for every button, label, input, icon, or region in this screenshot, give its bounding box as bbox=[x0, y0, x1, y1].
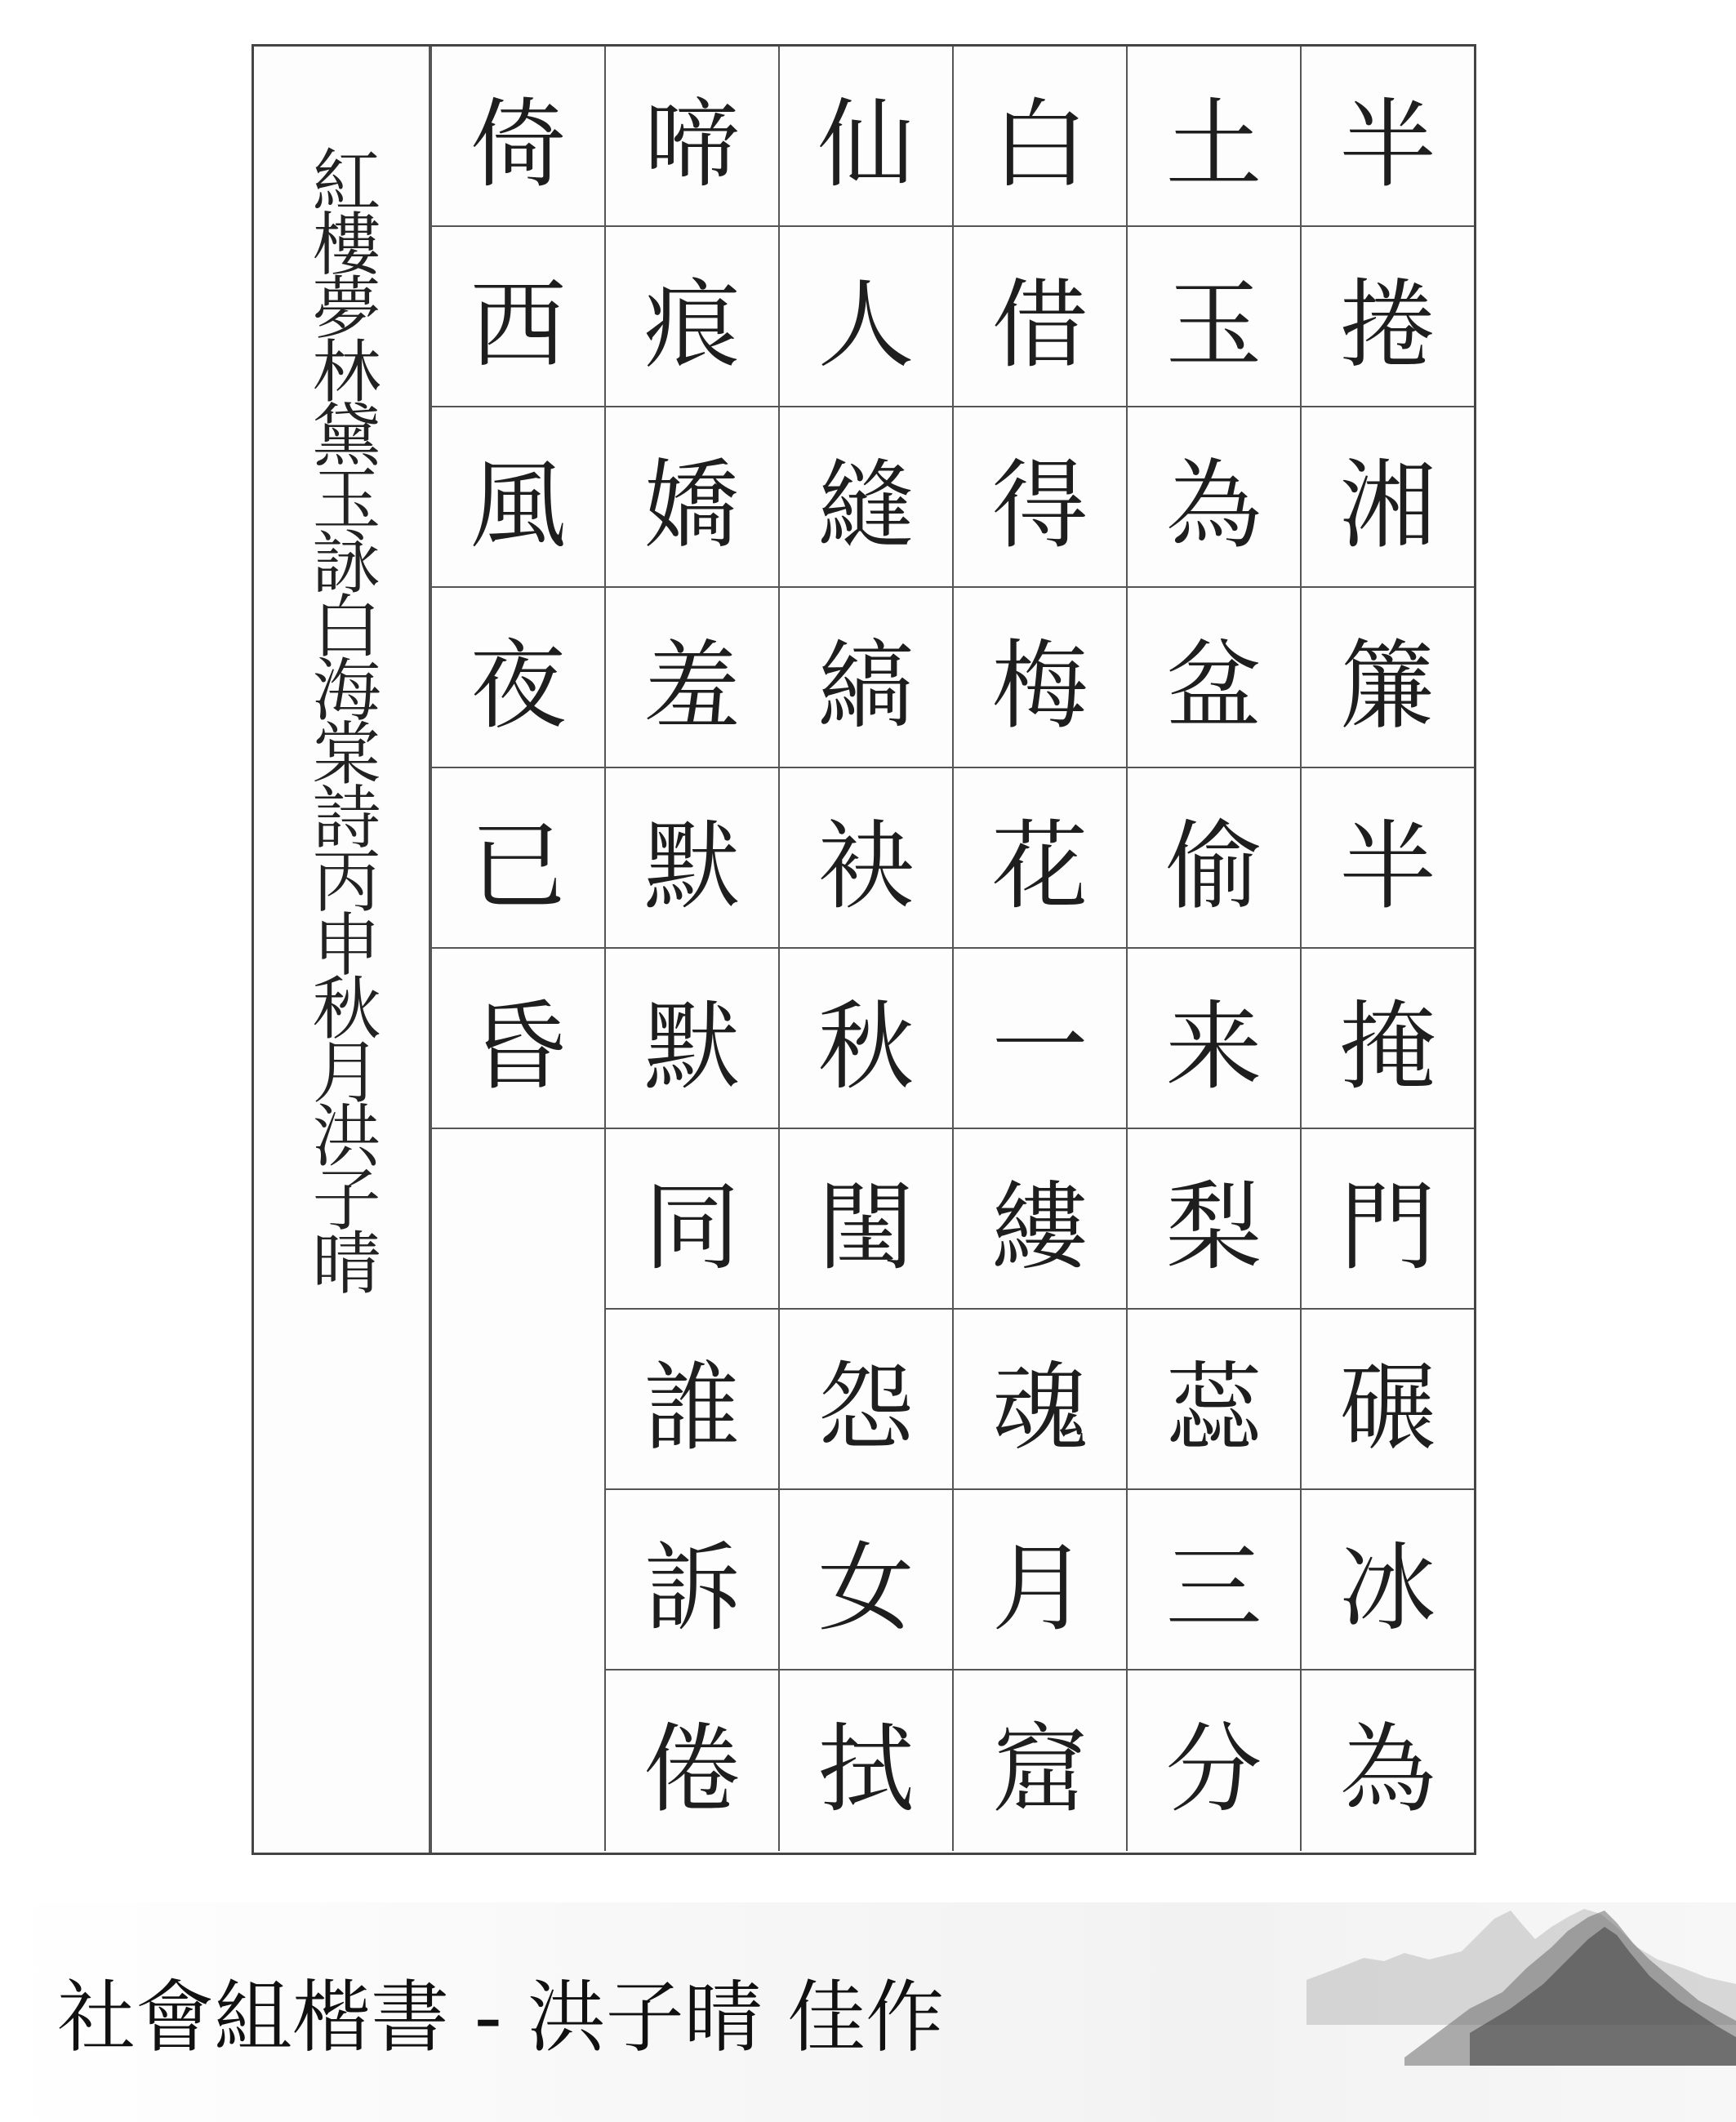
grid-cell: 默 bbox=[604, 768, 778, 949]
grid-cell: 窟 bbox=[952, 1670, 1126, 1851]
grid-cell: 袂 bbox=[778, 768, 952, 949]
grid-cell: 借 bbox=[952, 227, 1126, 407]
grid-cell: 羞 bbox=[604, 588, 778, 768]
grid-cell: 默 bbox=[604, 949, 778, 1129]
grid-cell: 魂 bbox=[952, 1310, 1126, 1490]
grid-cell: 人 bbox=[778, 227, 952, 407]
grid-cell: 同 bbox=[604, 1129, 778, 1310]
grid-cell: 分 bbox=[1126, 1670, 1300, 1851]
grid-cell: 盆 bbox=[1126, 588, 1300, 768]
grid-cell: 月 bbox=[952, 1490, 1126, 1670]
grid-cell: 一 bbox=[952, 949, 1126, 1129]
grid-cell: 誰 bbox=[604, 1310, 778, 1490]
grid-cell: 縷 bbox=[952, 1129, 1126, 1310]
grid-cell: 夜 bbox=[430, 588, 604, 768]
grid-cell: 来 bbox=[1126, 949, 1300, 1129]
grid-cell: 花 bbox=[952, 768, 1126, 949]
signature-column bbox=[254, 47, 430, 1853]
calligraphy-sheet bbox=[251, 44, 1476, 1855]
grid-cell: 梅 bbox=[952, 588, 1126, 768]
grid-column-1 bbox=[1300, 47, 1474, 1853]
grid-cell: 梨 bbox=[1126, 1129, 1300, 1310]
grid-column-5 bbox=[604, 47, 778, 1853]
empty-grid-area bbox=[430, 1129, 604, 1853]
grid-cell: 痕 bbox=[604, 227, 778, 407]
grid-cell: 偷 bbox=[1126, 768, 1300, 949]
grid-cell: 湘 bbox=[1300, 407, 1474, 588]
caption-title: 社會組楷書 - 洪子晴 佳作 bbox=[57, 1972, 945, 2063]
grid-cell: 為 bbox=[1126, 407, 1300, 588]
grid-cell: 三 bbox=[1126, 1490, 1300, 1670]
character-grid bbox=[430, 47, 1474, 1853]
grid-cell: 已 bbox=[430, 768, 604, 949]
grid-cell: 土 bbox=[1126, 47, 1300, 227]
grid-cell: 閨 bbox=[778, 1129, 952, 1310]
grid-cell: 倚 bbox=[430, 47, 604, 227]
grid-cell: 拭 bbox=[778, 1670, 952, 1851]
grid-cell: 掩 bbox=[1300, 949, 1474, 1129]
grid-cell: 嬌 bbox=[604, 407, 778, 588]
grid-cell: 半 bbox=[1300, 768, 1474, 949]
grid-cell: 冰 bbox=[1300, 1490, 1474, 1670]
grid-column-3 bbox=[952, 47, 1126, 1853]
grid-cell: 昏 bbox=[430, 949, 604, 1129]
grid-column-4 bbox=[778, 47, 952, 1853]
grid-column-6 bbox=[430, 47, 604, 1853]
grid-cell: 秋 bbox=[778, 949, 952, 1129]
grid-cell: 倦 bbox=[604, 1670, 778, 1851]
grid-cell: 得 bbox=[952, 407, 1126, 588]
grid-cell: 縞 bbox=[778, 588, 952, 768]
grid-cell: 縫 bbox=[778, 407, 952, 588]
grid-cell: 風 bbox=[430, 407, 604, 588]
grid-cell: 碾 bbox=[1300, 1310, 1474, 1490]
grid-column-2 bbox=[1126, 47, 1300, 1853]
grid-cell: 玉 bbox=[1126, 227, 1300, 407]
grid-cell: 白 bbox=[952, 47, 1126, 227]
grid-cell: 蕊 bbox=[1126, 1310, 1300, 1490]
grid-cell: 仙 bbox=[778, 47, 952, 227]
grid-cell: 簾 bbox=[1300, 588, 1474, 768]
signature-text: 紅樓夢林黛玉詠白海棠詩丙申秋月洪子晴 bbox=[301, 145, 381, 1291]
grid-cell: 門 bbox=[1300, 1129, 1474, 1310]
mountain-illustration bbox=[1306, 1902, 1736, 2122]
grid-cell: 捲 bbox=[1300, 227, 1474, 407]
grid-cell: 西 bbox=[430, 227, 604, 407]
grid-cell: 半 bbox=[1300, 47, 1474, 227]
grid-cell: 女 bbox=[778, 1490, 952, 1670]
grid-cell: 怨 bbox=[778, 1310, 952, 1490]
grid-cell: 啼 bbox=[604, 47, 778, 227]
grid-cell: 訴 bbox=[604, 1490, 778, 1670]
grid-cell: 為 bbox=[1300, 1670, 1474, 1851]
